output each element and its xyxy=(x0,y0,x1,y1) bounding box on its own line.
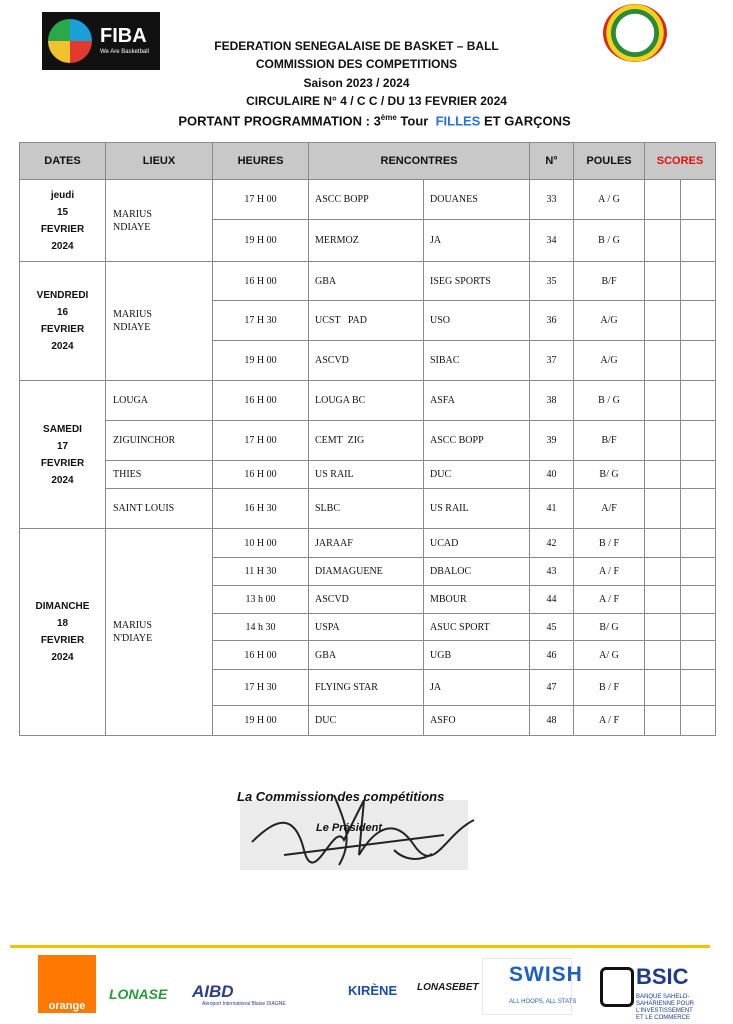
header-season: Saison 2023 / 2024 xyxy=(303,76,410,90)
score-away-cell xyxy=(681,381,716,421)
score-away-cell xyxy=(681,641,716,670)
signature-commission: La Commission des compétitions xyxy=(237,789,445,804)
time-cell: 19 H 00 xyxy=(213,220,309,262)
match-number-cell: 41 xyxy=(530,489,574,529)
pool-cell: A/G xyxy=(574,341,645,381)
signature-president: Le Président xyxy=(316,822,383,834)
match-number-cell: 38 xyxy=(530,381,574,421)
col-scores: SCORES xyxy=(645,143,716,180)
home-team-cell: ASCVD xyxy=(309,341,424,381)
fiba-logo-word: FIBA xyxy=(100,25,147,47)
time-cell: 11 H 30 xyxy=(213,558,309,586)
home-team-cell: MERMOZ xyxy=(309,220,424,262)
score-away-cell xyxy=(681,262,716,301)
match-number-cell: 34 xyxy=(530,220,574,262)
away-team-cell: USO xyxy=(424,301,530,341)
pool-cell: B / F xyxy=(574,529,645,558)
time-cell: 16 H 00 xyxy=(213,381,309,421)
away-team-cell: ASUC SPORT xyxy=(424,614,530,641)
away-team-cell: SIBAC xyxy=(424,341,530,381)
score-away-cell xyxy=(681,489,716,529)
away-team-cell: MBOUR xyxy=(424,586,530,614)
venue-cell: MARIUS NDIAYE xyxy=(106,262,213,381)
time-cell: 17 H 00 xyxy=(213,421,309,461)
away-team-cell: DOUANES xyxy=(424,180,530,220)
col-heures: HEURES xyxy=(213,143,309,180)
time-cell: 17 H 30 xyxy=(213,670,309,706)
match-number-cell: 44 xyxy=(530,586,574,614)
date-cell: VENDREDI 16 FEVRIER 2024 xyxy=(20,262,106,381)
table-row xyxy=(20,421,716,461)
score-home-cell xyxy=(645,670,681,706)
match-number-cell: 46 xyxy=(530,641,574,670)
time-cell: 17 H 30 xyxy=(213,301,309,341)
home-team-cell: FLYING STAR xyxy=(309,670,424,706)
away-team-cell: ASFA xyxy=(424,381,530,421)
time-cell: 19 H 00 xyxy=(213,341,309,381)
swish-logo-tagline: ALL HOOPS, ALL STATS xyxy=(509,999,577,1005)
orange-logo-text: orange xyxy=(48,1000,86,1012)
score-away-cell xyxy=(681,614,716,641)
pool-cell: B / G xyxy=(574,381,645,421)
score-home-cell xyxy=(645,529,681,558)
fiba-logo-tagline: We Are Basketball xyxy=(100,49,149,55)
home-team-cell: GBA xyxy=(309,262,424,301)
date-cell: DIMANCHE 18 FEVRIER 2024 xyxy=(20,529,106,736)
pool-cell: A/F xyxy=(574,489,645,529)
home-team-cell: JARAAF xyxy=(309,529,424,558)
pool-cell: A / F xyxy=(574,586,645,614)
venue-cell: SAINT LOUIS xyxy=(106,489,213,529)
score-home-cell xyxy=(645,262,681,301)
away-team-cell: DBALOC xyxy=(424,558,530,586)
home-team-cell: ASCVD xyxy=(309,586,424,614)
table-row xyxy=(20,489,716,529)
header-programming-tour: Tour xyxy=(396,113,436,129)
date-cell: SAMEDI 17 FEVRIER 2024 xyxy=(20,381,106,529)
home-team-cell: DIAMAGUENE xyxy=(309,558,424,586)
header-garcons: ET GARÇONS xyxy=(480,113,571,129)
pool-cell: A / G xyxy=(574,180,645,220)
header-commission: COMMISSION DES COMPETITIONS xyxy=(255,57,458,71)
match-number-cell: 35 xyxy=(530,262,574,301)
pool-cell: A/G xyxy=(574,301,645,341)
lonase-logo: LONASE xyxy=(109,986,168,1002)
pool-cell: A / F xyxy=(574,558,645,586)
venue-cell: MARIUS NDIAYE xyxy=(106,180,213,262)
venue-cell: MARIUS N'DIAYE xyxy=(106,529,213,736)
score-away-cell xyxy=(681,301,716,341)
match-number-cell: 47 xyxy=(530,670,574,706)
venue-cell: ZIGUINCHOR xyxy=(106,421,213,461)
score-home-cell xyxy=(645,461,681,489)
pool-cell: A/ G xyxy=(574,641,645,670)
bsic-logo: BSIC xyxy=(636,964,689,989)
match-number-cell: 39 xyxy=(530,421,574,461)
table-header-row xyxy=(20,143,716,180)
score-away-cell xyxy=(681,180,716,220)
score-away-cell xyxy=(681,670,716,706)
score-home-cell xyxy=(645,641,681,670)
score-away-cell xyxy=(681,558,716,586)
time-cell: 19 H 00 xyxy=(213,706,309,736)
home-team-cell: DUC xyxy=(309,706,424,736)
match-number-cell: 33 xyxy=(530,180,574,220)
away-team-cell: DUC xyxy=(424,461,530,489)
score-home-cell xyxy=(645,341,681,381)
bsic-logo-subtitle: BANQUE SAHELO-SAHARIENNE POUR L'INVESTISSEMENT ET LE COMMERCE xyxy=(636,994,695,1021)
away-team-cell: ISEG SPORTS xyxy=(424,262,530,301)
home-team-cell: SLBC xyxy=(309,489,424,529)
table-row xyxy=(20,262,716,301)
header-filles: FILLES xyxy=(435,113,481,129)
match-number-cell: 48 xyxy=(530,706,574,736)
col-dates: DATES xyxy=(20,143,106,180)
pool-cell: B/ G xyxy=(574,614,645,641)
header-federation: FEDERATION SENEGALAISE DE BASKET – BALL xyxy=(214,39,499,53)
score-home-cell xyxy=(645,558,681,586)
match-number-cell: 36 xyxy=(530,301,574,341)
score-away-cell xyxy=(681,461,716,489)
pool-cell: B/F xyxy=(574,262,645,301)
match-number-cell: 37 xyxy=(530,341,574,381)
score-home-cell xyxy=(645,220,681,262)
header-circular: CIRCULAIRE N° 4 / C C / DU 13 FEVRIER 2024 xyxy=(246,94,507,108)
score-away-cell xyxy=(681,421,716,461)
time-cell: 13 h 00 xyxy=(213,586,309,614)
score-home-cell xyxy=(645,614,681,641)
home-team-cell: USPA xyxy=(309,614,424,641)
score-away-cell xyxy=(681,341,716,381)
home-team-cell: GBA xyxy=(309,641,424,670)
table-row xyxy=(20,529,716,558)
pool-cell: B/F xyxy=(574,421,645,461)
score-away-cell xyxy=(681,529,716,558)
date-cell: jeudi 15 FEVRIER 2024 xyxy=(20,180,106,262)
header-programming-text: PORTANT PROGRAMMATION : 3 xyxy=(178,113,381,129)
col-lieux: LIEUX xyxy=(106,143,213,180)
pool-cell: B / G xyxy=(574,220,645,262)
pool-cell: B / F xyxy=(574,670,645,706)
away-team-cell: JA xyxy=(424,220,530,262)
swish-logo: SWISH xyxy=(509,963,583,986)
score-home-cell xyxy=(645,381,681,421)
table-row xyxy=(20,461,716,489)
match-number-cell: 45 xyxy=(530,614,574,641)
match-number-cell: 42 xyxy=(530,529,574,558)
time-cell: 16 H 30 xyxy=(213,489,309,529)
schedule-table xyxy=(19,142,716,736)
home-team-cell: CEMT ZIG xyxy=(309,421,424,461)
col-num: N° xyxy=(530,143,574,180)
score-home-cell xyxy=(645,489,681,529)
federation-emblem-logo xyxy=(603,4,667,62)
match-number-cell: 40 xyxy=(530,461,574,489)
away-team-cell: UCAD xyxy=(424,529,530,558)
col-rencontres: RENCONTRES xyxy=(309,143,530,180)
score-away-cell xyxy=(681,706,716,736)
lonasebet-logo: LONASEBET xyxy=(417,982,479,993)
time-cell: 16 H 00 xyxy=(213,461,309,489)
table-row xyxy=(20,381,716,421)
away-team-cell: ASCC BOPP xyxy=(424,421,530,461)
pool-cell: A / F xyxy=(574,706,645,736)
header-programming xyxy=(8,113,733,128)
footer-divider xyxy=(10,945,710,948)
score-home-cell xyxy=(645,301,681,341)
score-home-cell xyxy=(645,706,681,736)
score-away-cell xyxy=(681,586,716,614)
pool-cell: B/ G xyxy=(574,461,645,489)
away-team-cell: JA xyxy=(424,670,530,706)
header-programming-sup: ème xyxy=(380,113,397,122)
score-away-cell xyxy=(681,220,716,262)
time-cell: 16 H 00 xyxy=(213,262,309,301)
score-home-cell xyxy=(645,586,681,614)
home-team-cell: LOUGA BC xyxy=(309,381,424,421)
home-team-cell: UCST PAD xyxy=(309,301,424,341)
aibd-logo: AIBD xyxy=(192,982,234,1001)
time-cell: 14 h 30 xyxy=(213,614,309,641)
score-home-cell xyxy=(645,421,681,461)
away-team-cell: UGB xyxy=(424,641,530,670)
score-home-cell xyxy=(645,180,681,220)
kirene-logo: KIRÈNE xyxy=(348,983,398,998)
away-team-cell: US RAIL xyxy=(424,489,530,529)
time-cell: 16 H 00 xyxy=(213,641,309,670)
time-cell: 10 H 00 xyxy=(213,529,309,558)
match-number-cell: 43 xyxy=(530,558,574,586)
time-cell: 17 H 00 xyxy=(213,180,309,220)
venue-cell: LOUGA xyxy=(106,381,213,421)
col-poules: POULES xyxy=(574,143,645,180)
table-row xyxy=(20,180,716,220)
venue-cell: THIES xyxy=(106,461,213,489)
aibd-logo-subtitle: Aéroport International Blaise DIAGNE xyxy=(202,1001,286,1007)
home-team-cell: US RAIL xyxy=(309,461,424,489)
bsic-emblem-icon xyxy=(600,967,634,1007)
home-team-cell: ASCC BOPP xyxy=(309,180,424,220)
away-team-cell: ASFO xyxy=(424,706,530,736)
